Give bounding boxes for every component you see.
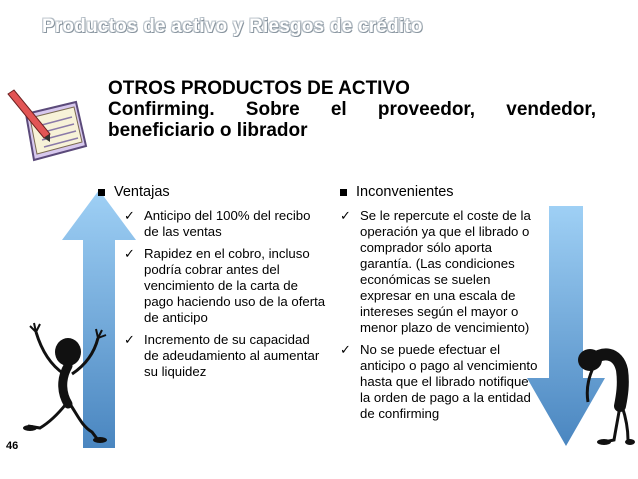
list-item-text: Se le repercute el coste de la operación ya que el librado o comprador sólo aporta garantía. (Las condiciones económicas se suelen expresar en una escala de intereses según el mayor o menor plazo de vencimiento) (360, 208, 531, 335)
list-item-text: Anticipo del 100% del recibo de las ventas (144, 208, 311, 239)
checkmark-icon: ✓ (124, 332, 135, 347)
ventajas-title: Ventajas (114, 184, 170, 200)
list-item (124, 246, 326, 326)
inconvenientes-column (338, 184, 538, 428)
heading-line-1: OTROS PRODUCTOS DE ACTIVO (108, 78, 410, 99)
checkmark-icon: ✓ (340, 208, 351, 223)
list-item (124, 332, 326, 380)
ventajas-column (96, 184, 326, 386)
list-item-text: Incremento de su capacidad de adeudamiento al aumentar su liquidez (144, 332, 320, 379)
inconvenientes-header (338, 184, 538, 200)
bullet-square-icon (98, 189, 105, 196)
list-item (124, 208, 326, 240)
list-item (340, 342, 538, 422)
list-item (340, 208, 538, 336)
checkmark-icon: ✓ (124, 208, 135, 223)
checkmark-icon: ✓ (340, 342, 351, 357)
bullet-square-icon (340, 189, 347, 196)
ventajas-header (96, 184, 326, 200)
notepad-pencil-icon (4, 88, 94, 168)
inconvenientes-title: Inconvenientes (356, 184, 454, 200)
heading (108, 78, 596, 141)
checkmark-icon: ✓ (124, 246, 135, 261)
heading-line-2: Confirming. Sobre el proveedor, vendedor, (108, 99, 596, 120)
heading-line-3: beneficiario o librador (108, 120, 308, 141)
slide-title: Productos de activo y Riesgos de crédito (42, 16, 423, 37)
list-item-text: No se puede efectuar el anticipo o pago al vencimiento hasta que el librado notifique la orden de pago a la entidad de confirming (360, 342, 538, 421)
page-number: 46 (6, 440, 19, 452)
list-item-text: Rapidez en el cobro, incluso podría cobrar antes del vencimiento de la carta de pago haciendo uso de la oferta de anticipo (144, 246, 326, 325)
sad-figure-icon (566, 336, 636, 446)
